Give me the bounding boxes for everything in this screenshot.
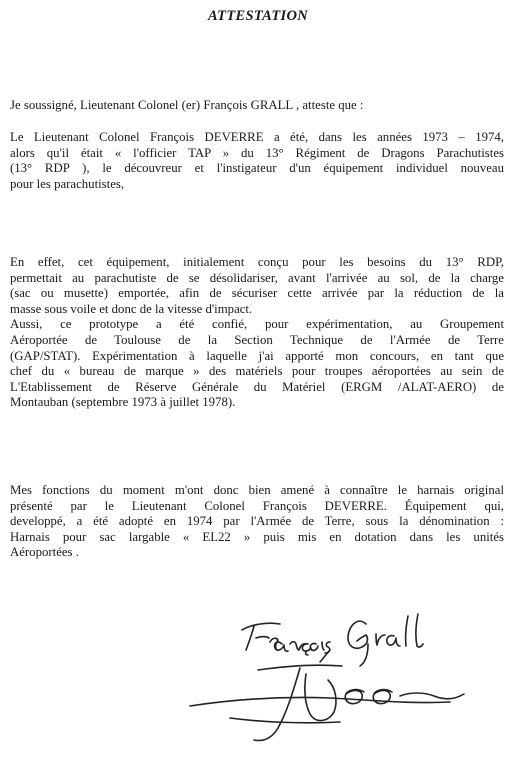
- text-line: developpé, a été adopté en 1974 par l'Armée de Terre, sous la dénomination :: [10, 514, 504, 529]
- text-line: masse sous voile et donc de la vitesse d'impact.: [10, 301, 253, 316]
- text-line: pour les parachutistes,: [10, 176, 125, 191]
- text-line: alors qu'il était « l'officier TAP » du 13° Régiment de Dragons Parachutistes: [10, 145, 504, 160]
- text-line: Aéroportées .: [10, 545, 79, 560]
- paragraph-2: [10, 255, 504, 411]
- text-line: Le Lieutenant Colonel François DEVERRE a été, dans les années 1973 – 1974,: [10, 130, 504, 144]
- text-line: Mes fonctions du moment m'ont donc bien amené à connaître le harnais original: [10, 483, 504, 497]
- text-line: présenté par le Lieutenant Colonel François DEVERRE. Équipement qui,: [10, 498, 504, 513]
- handwritten-signature: [170, 598, 510, 758]
- text-line: L'Etablissement de Réserve Générale du Matériel (ERGM /ALAT-AERO) de: [10, 379, 504, 394]
- text-line: En effet, cet équipement, initialement conçu pour les besoins du 13° RDP,: [10, 255, 504, 269]
- paragraph-1: [10, 130, 504, 192]
- text-line: (13° RDP ), le découvreur et l'instigateur d'un équipement individuel nouveau: [10, 161, 504, 176]
- text-line: chef du « bureau de marque » des matériels pour troupes aéroportées au sein de: [10, 364, 504, 379]
- text-line: Montauban (septembre 1973 à juillet 1978).: [10, 395, 236, 410]
- document-title: ATTESTATION: [208, 8, 308, 24]
- text-line: (sac ou musette) emportée, afin de sécuriser cette arrivée par la réduction de la: [10, 286, 504, 301]
- intro-line: [10, 98, 504, 114]
- paragraph-3: [10, 483, 504, 561]
- text-line: Aussi, ce prototype a été confié, pour expérimentation, au Groupement: [10, 317, 504, 332]
- text-line: Harnais pour sac largable « EL22 » puis mis en dotation dans les unités: [10, 529, 504, 544]
- text-line: permettait au parachutiste de se désolidariser, avant l'arrivée au sol, de la charge: [10, 270, 504, 285]
- text-line: Aéroportée de Toulouse de la Section Technique de l'Armée de Terre: [10, 332, 504, 347]
- text-line: Je soussigné, Lieutenant Colonel (er) François GRALL , atteste que :: [10, 98, 364, 112]
- text-line: (GAP/STAT). Expérimentation à laquelle j'ai apporté mon concours, en tant que: [10, 348, 504, 363]
